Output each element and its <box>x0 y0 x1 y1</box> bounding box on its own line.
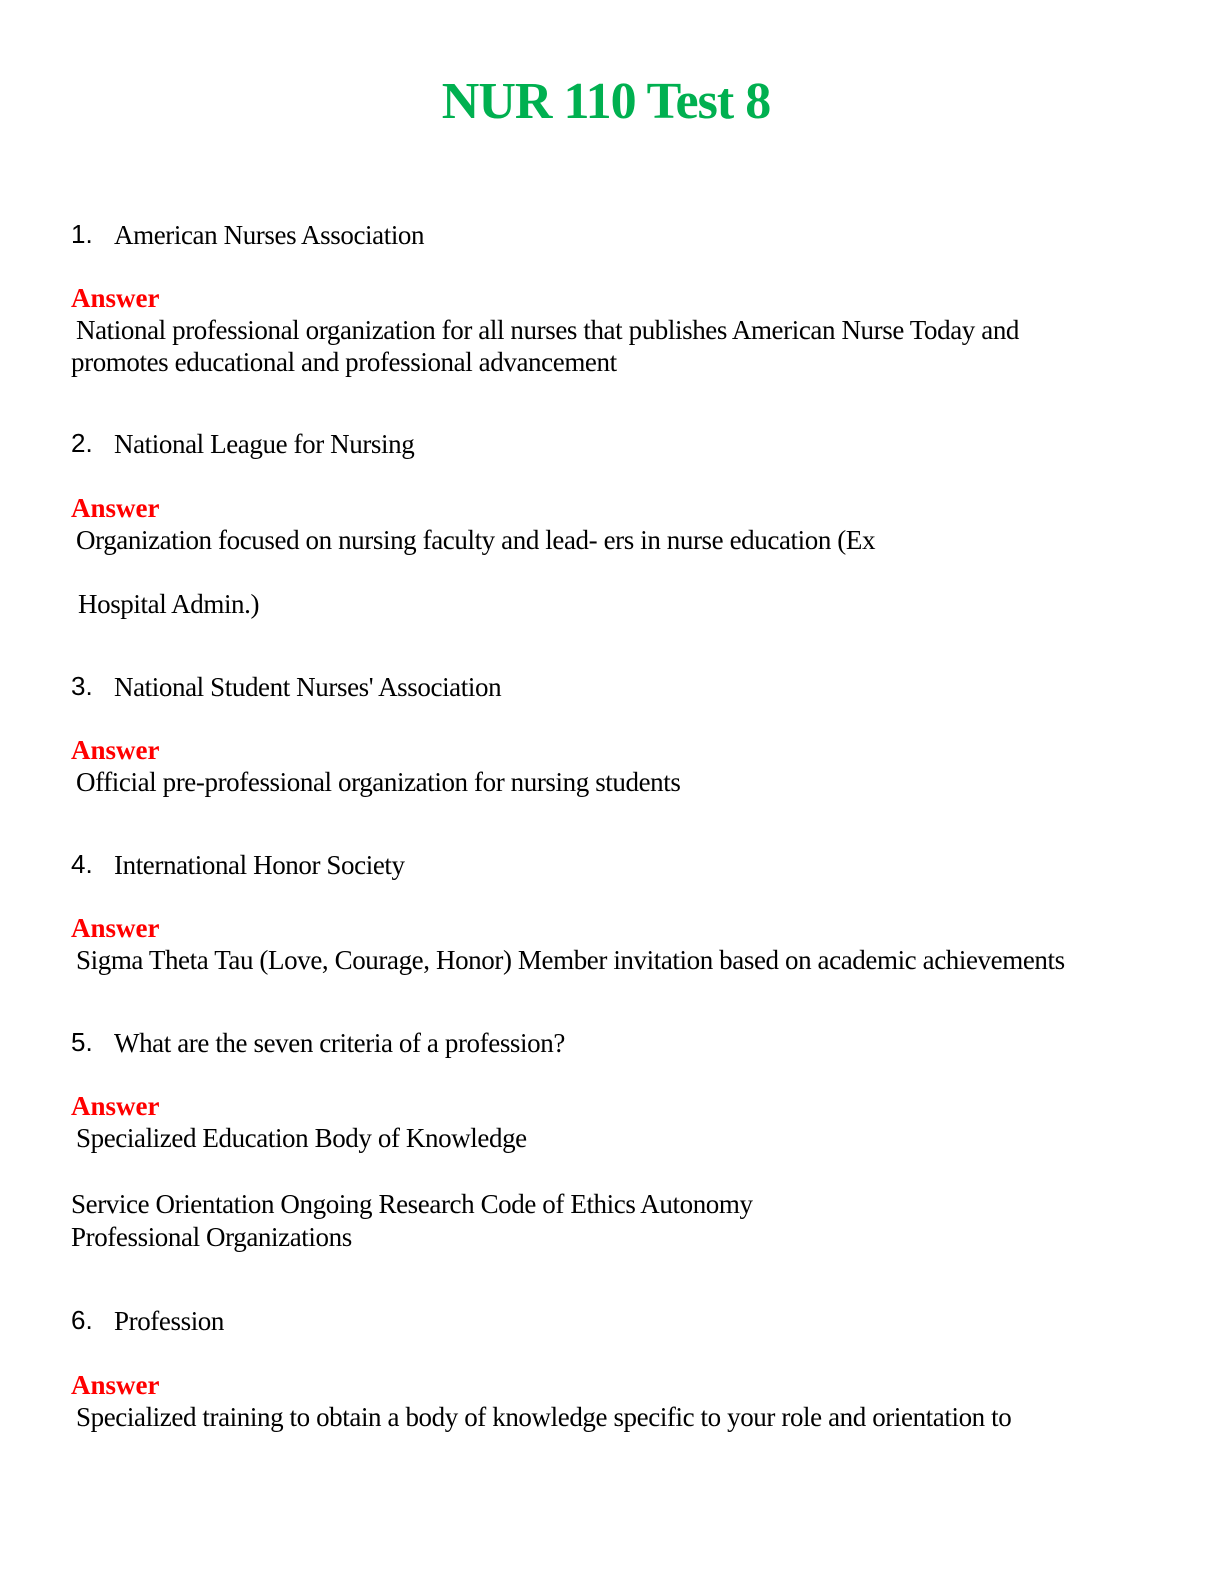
question-number: 6. <box>71 1305 93 1335</box>
answer-label: Answer <box>71 913 160 943</box>
answer-text: Specialized training to obtain a body of knowledge specific to your role and orientation to <box>76 1402 1012 1432</box>
answer-label: Answer <box>71 493 160 523</box>
answer-text: Organization focused on nursing faculty and lead- ers in nurse education (Ex <box>76 525 876 555</box>
question-term: American Nurses Association <box>114 220 425 250</box>
question-term: National Student Nurses' Association <box>114 672 502 702</box>
question-term: National League for Nursing <box>114 429 415 459</box>
answer-text: Official pre-professional organization for nursing students <box>76 767 681 797</box>
answer-label: Answer <box>71 1370 160 1400</box>
question-number: 4. <box>71 849 93 879</box>
question-number: 1. <box>71 219 93 249</box>
question-number: 2. <box>71 428 93 458</box>
question-number: 3. <box>71 671 93 701</box>
answer-text: Hospital Admin.) <box>78 589 260 619</box>
answer-text: Sigma Theta Tau (Love, Courage, Honor) Member invitation based on academic achievements <box>76 945 1065 975</box>
answer-text: Specialized Education Body of Knowledge <box>76 1123 527 1153</box>
answer-label: Answer <box>71 1091 160 1121</box>
question-term: International Honor Society <box>114 850 405 880</box>
answer-text: National professional organization for all nurses that publishes American Nurse Today and <box>76 315 1020 345</box>
question-term: Profession <box>114 1306 224 1336</box>
answer-text: Service Orientation Ongoing Research Code of Ethics Autonomy <box>71 1189 753 1219</box>
question-term: What are the seven criteria of a profession? <box>114 1028 565 1058</box>
answer-label: Answer <box>71 283 160 313</box>
document-title: NUR 110 Test 8 <box>441 73 771 130</box>
answer-text: promotes educational and professional advancement <box>71 347 617 377</box>
answer-text: Professional Organizations <box>71 1222 352 1252</box>
answer-label: Answer <box>71 735 160 765</box>
question-number: 5. <box>71 1027 93 1057</box>
